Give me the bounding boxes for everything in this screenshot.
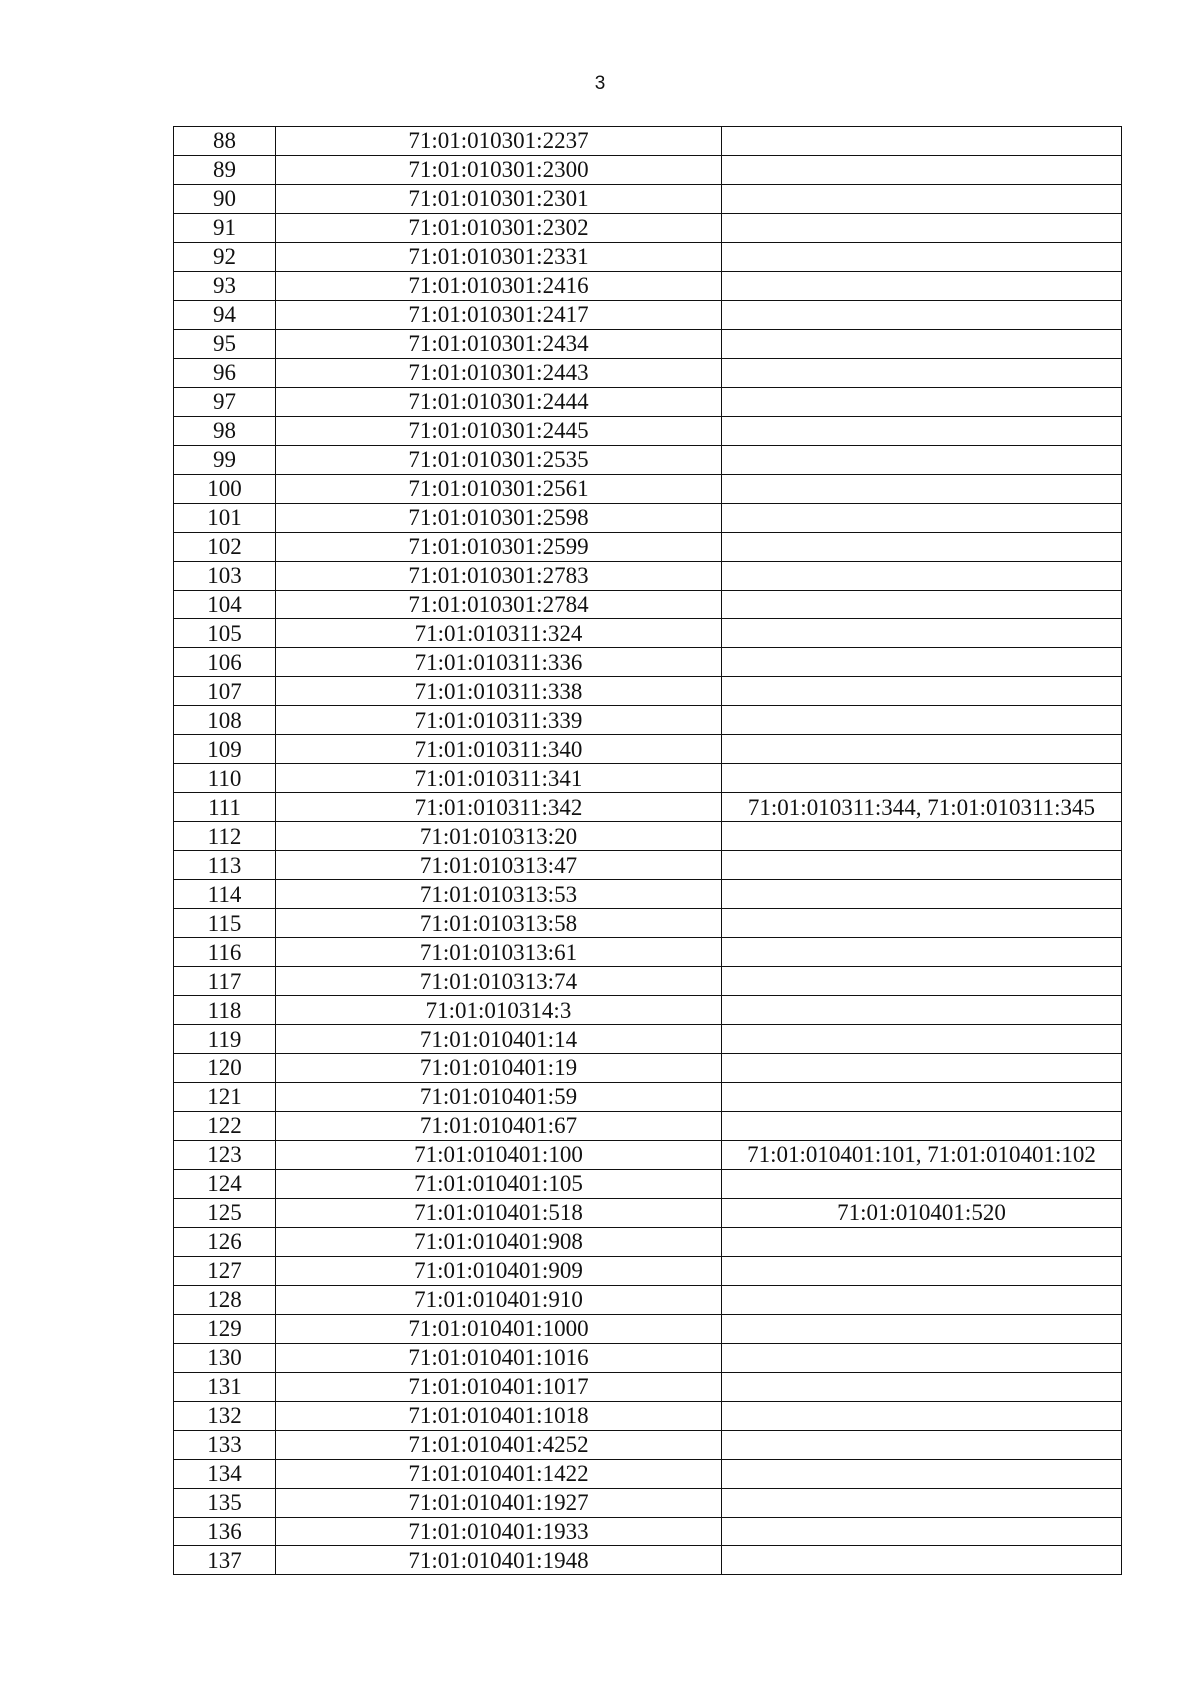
related-numbers-cell — [722, 996, 1122, 1025]
row-number-cell: 131 — [174, 1372, 276, 1401]
related-numbers-cell — [722, 1082, 1122, 1111]
table-row — [174, 590, 1122, 619]
related-numbers-cell — [722, 358, 1122, 387]
row-number-cell: 90 — [174, 184, 276, 213]
table-row — [174, 619, 1122, 648]
cadastral-number-cell: 71:01:010401:1948 — [276, 1546, 722, 1575]
table-row — [174, 1488, 1122, 1517]
row-number-cell: 121 — [174, 1082, 276, 1111]
row-number-cell: 115 — [174, 909, 276, 938]
row-number-cell: 117 — [174, 967, 276, 996]
row-number-cell: 108 — [174, 706, 276, 735]
row-number-cell: 123 — [174, 1140, 276, 1169]
row-number-cell: 92 — [174, 242, 276, 271]
table-row — [174, 880, 1122, 909]
table-row — [174, 1111, 1122, 1140]
cadastral-number-cell: 71:01:010313:20 — [276, 822, 722, 851]
cadastral-number-cell: 71:01:010311:340 — [276, 735, 722, 764]
table-row — [174, 851, 1122, 880]
row-number-cell: 129 — [174, 1314, 276, 1343]
cadastral-number-cell: 71:01:010313:58 — [276, 909, 722, 938]
cadastral-number-cell: 71:01:010301:2302 — [276, 213, 722, 242]
cadastral-number-cell: 71:01:010311:339 — [276, 706, 722, 735]
related-numbers-cell — [722, 1430, 1122, 1459]
related-numbers-cell — [722, 1517, 1122, 1546]
row-number-cell: 112 — [174, 822, 276, 851]
table-row — [174, 764, 1122, 793]
table-row — [174, 1401, 1122, 1430]
related-numbers-cell — [722, 1227, 1122, 1256]
related-numbers-cell — [722, 503, 1122, 532]
cadastral-number-cell: 71:01:010401:67 — [276, 1111, 722, 1140]
cadastral-number-cell: 71:01:010401:1016 — [276, 1343, 722, 1372]
related-numbers-cell — [722, 213, 1122, 242]
related-numbers-cell — [722, 474, 1122, 503]
row-number-cell: 127 — [174, 1256, 276, 1285]
cadastral-number-cell: 71:01:010311:336 — [276, 648, 722, 677]
table-row — [174, 532, 1122, 561]
cadastral-number-cell: 71:01:010301:2599 — [276, 532, 722, 561]
table-row — [174, 1140, 1122, 1169]
cadastral-number-cell: 71:01:010301:2331 — [276, 242, 722, 271]
row-number-cell: 99 — [174, 445, 276, 474]
cadastral-number-cell: 71:01:010401:100 — [276, 1140, 722, 1169]
row-number-cell: 106 — [174, 648, 276, 677]
row-number-cell: 116 — [174, 938, 276, 967]
cadastral-number-cell: 71:01:010301:2237 — [276, 127, 722, 156]
row-number-cell: 89 — [174, 155, 276, 184]
row-number-cell: 91 — [174, 213, 276, 242]
related-numbers-cell — [722, 271, 1122, 300]
cadastral-number-cell: 71:01:010301:2444 — [276, 387, 722, 416]
related-numbers-cell — [722, 1372, 1122, 1401]
cadastral-number-cell: 71:01:010314:3 — [276, 996, 722, 1025]
related-numbers-cell — [722, 735, 1122, 764]
cadastral-number-cell: 71:01:010311:338 — [276, 677, 722, 706]
cadastral-number-cell: 71:01:010301:2561 — [276, 474, 722, 503]
table-row — [174, 1169, 1122, 1198]
cadastral-table — [173, 126, 1122, 1575]
table-row — [174, 127, 1122, 156]
row-number-cell: 111 — [174, 793, 276, 822]
table-row — [174, 1227, 1122, 1256]
related-numbers-cell — [722, 1054, 1122, 1083]
related-numbers-cell — [722, 184, 1122, 213]
related-numbers-cell — [722, 1343, 1122, 1372]
row-number-cell: 95 — [174, 329, 276, 358]
table-row — [174, 1517, 1122, 1546]
table-row — [174, 1198, 1122, 1227]
cadastral-number-cell: 71:01:010301:2416 — [276, 271, 722, 300]
table-row — [174, 967, 1122, 996]
row-number-cell: 137 — [174, 1546, 276, 1575]
row-number-cell: 103 — [174, 561, 276, 590]
row-number-cell: 133 — [174, 1430, 276, 1459]
related-numbers-cell — [722, 909, 1122, 938]
cadastral-number-cell: 71:01:010401:518 — [276, 1198, 722, 1227]
table-row — [174, 474, 1122, 503]
row-number-cell: 105 — [174, 619, 276, 648]
row-number-cell: 110 — [174, 764, 276, 793]
related-numbers-cell — [722, 706, 1122, 735]
row-number-cell: 102 — [174, 532, 276, 561]
row-number-cell: 135 — [174, 1488, 276, 1517]
related-numbers-cell — [722, 1314, 1122, 1343]
related-numbers-cell — [722, 1285, 1122, 1314]
table-row — [174, 358, 1122, 387]
row-number-cell: 126 — [174, 1227, 276, 1256]
row-number-cell: 114 — [174, 880, 276, 909]
row-number-cell: 118 — [174, 996, 276, 1025]
table-row — [174, 706, 1122, 735]
row-number-cell: 101 — [174, 503, 276, 532]
cadastral-number-cell: 71:01:010401:910 — [276, 1285, 722, 1314]
table-row — [174, 329, 1122, 358]
table-row — [174, 445, 1122, 474]
related-numbers-cell — [722, 1025, 1122, 1054]
cadastral-number-cell: 71:01:010301:2300 — [276, 155, 722, 184]
cadastral-number-cell: 71:01:010401:1927 — [276, 1488, 722, 1517]
table-row — [174, 1025, 1122, 1054]
related-numbers-cell — [722, 822, 1122, 851]
cadastral-number-cell: 71:01:010301:2784 — [276, 590, 722, 619]
cadastral-number-cell: 71:01:010301:2417 — [276, 300, 722, 329]
cadastral-number-cell: 71:01:010311:341 — [276, 764, 722, 793]
related-numbers-cell — [722, 416, 1122, 445]
row-number-cell: 88 — [174, 127, 276, 156]
table-row — [174, 155, 1122, 184]
table-row — [174, 793, 1122, 822]
related-numbers-cell — [722, 938, 1122, 967]
table-row — [174, 1256, 1122, 1285]
cadastral-number-cell: 71:01:010301:2535 — [276, 445, 722, 474]
row-number-cell: 128 — [174, 1285, 276, 1314]
cadastral-number-cell: 71:01:010401:909 — [276, 1256, 722, 1285]
row-number-cell: 136 — [174, 1517, 276, 1546]
row-number-cell: 124 — [174, 1169, 276, 1198]
cadastral-number-cell: 71:01:010401:908 — [276, 1227, 722, 1256]
table-row — [174, 1546, 1122, 1575]
cadastral-number-cell: 71:01:010313:47 — [276, 851, 722, 880]
cadastral-number-cell: 71:01:010401:19 — [276, 1054, 722, 1083]
cadastral-number-cell: 71:01:010301:2443 — [276, 358, 722, 387]
cadastral-number-cell: 71:01:010401:59 — [276, 1082, 722, 1111]
table-row — [174, 1285, 1122, 1314]
related-numbers-cell — [722, 387, 1122, 416]
related-numbers-cell — [722, 1401, 1122, 1430]
cadastral-number-cell: 71:01:010301:2301 — [276, 184, 722, 213]
cadastral-number-cell: 71:01:010401:14 — [276, 1025, 722, 1054]
related-numbers-cell — [722, 851, 1122, 880]
related-numbers-cell — [722, 648, 1122, 677]
related-numbers-cell — [722, 1111, 1122, 1140]
row-number-cell: 97 — [174, 387, 276, 416]
related-numbers-cell: 71:01:010401:520 — [722, 1198, 1122, 1227]
related-numbers-cell — [722, 155, 1122, 184]
related-numbers-cell — [722, 880, 1122, 909]
cadastral-number-cell: 71:01:010401:1017 — [276, 1372, 722, 1401]
related-numbers-cell — [722, 127, 1122, 156]
table-row — [174, 242, 1122, 271]
table-row — [174, 300, 1122, 329]
cadastral-number-cell: 71:01:010301:2598 — [276, 503, 722, 532]
cadastral-number-cell: 71:01:010401:1018 — [276, 1401, 722, 1430]
table-row — [174, 1459, 1122, 1488]
cadastral-number-cell: 71:01:010401:4252 — [276, 1430, 722, 1459]
related-numbers-cell — [722, 764, 1122, 793]
row-number-cell: 96 — [174, 358, 276, 387]
cadastral-number-cell: 71:01:010313:53 — [276, 880, 722, 909]
related-numbers-cell — [722, 1546, 1122, 1575]
table-row — [174, 1372, 1122, 1401]
table-row — [174, 1082, 1122, 1111]
table-row — [174, 938, 1122, 967]
table-row — [174, 387, 1122, 416]
related-numbers-cell — [722, 445, 1122, 474]
row-number-cell: 122 — [174, 1111, 276, 1140]
row-number-cell: 94 — [174, 300, 276, 329]
table-row — [174, 1314, 1122, 1343]
row-number-cell: 113 — [174, 851, 276, 880]
table-row — [174, 213, 1122, 242]
table-row — [174, 503, 1122, 532]
cadastral-number-cell: 71:01:010401:1933 — [276, 1517, 722, 1546]
cadastral-number-cell: 71:01:010301:2445 — [276, 416, 722, 445]
cadastral-number-cell: 71:01:010301:2434 — [276, 329, 722, 358]
table-row — [174, 184, 1122, 213]
table-row — [174, 271, 1122, 300]
row-number-cell: 125 — [174, 1198, 276, 1227]
table-row — [174, 561, 1122, 590]
related-numbers-cell — [722, 619, 1122, 648]
row-number-cell: 132 — [174, 1401, 276, 1430]
cadastral-number-cell: 71:01:010313:61 — [276, 938, 722, 967]
related-numbers-cell — [722, 590, 1122, 619]
cadastral-table-body — [174, 127, 1122, 1575]
related-numbers-cell — [722, 300, 1122, 329]
cadastral-number-cell: 71:01:010311:324 — [276, 619, 722, 648]
cadastral-number-cell: 71:01:010401:1000 — [276, 1314, 722, 1343]
table-row — [174, 1430, 1122, 1459]
row-number-cell: 104 — [174, 590, 276, 619]
related-numbers-cell — [722, 561, 1122, 590]
related-numbers-cell — [722, 677, 1122, 706]
table-row — [174, 416, 1122, 445]
page-number: 3 — [594, 73, 606, 94]
row-number-cell: 120 — [174, 1054, 276, 1083]
table-row — [174, 909, 1122, 938]
table-row — [174, 1343, 1122, 1372]
table-row — [174, 822, 1122, 851]
row-number-cell: 98 — [174, 416, 276, 445]
row-number-cell: 107 — [174, 677, 276, 706]
cadastral-number-cell: 71:01:010401:1422 — [276, 1459, 722, 1488]
row-number-cell: 109 — [174, 735, 276, 764]
related-numbers-cell — [722, 1256, 1122, 1285]
row-number-cell: 93 — [174, 271, 276, 300]
cadastral-number-cell: 71:01:010311:342 — [276, 793, 722, 822]
row-number-cell: 100 — [174, 474, 276, 503]
related-numbers-cell — [722, 532, 1122, 561]
cadastral-number-cell: 71:01:010313:74 — [276, 967, 722, 996]
related-numbers-cell — [722, 329, 1122, 358]
table-row — [174, 648, 1122, 677]
cadastral-number-cell: 71:01:010301:2783 — [276, 561, 722, 590]
related-numbers-cell — [722, 1488, 1122, 1517]
related-numbers-cell: 71:01:010311:344, 71:01:010311:345 — [722, 793, 1122, 822]
related-numbers-cell — [722, 1459, 1122, 1488]
cadastral-number-cell: 71:01:010401:105 — [276, 1169, 722, 1198]
row-number-cell: 119 — [174, 1025, 276, 1054]
related-numbers-cell — [722, 1169, 1122, 1198]
table-row — [174, 677, 1122, 706]
related-numbers-cell — [722, 967, 1122, 996]
row-number-cell: 134 — [174, 1459, 276, 1488]
table-row — [174, 1054, 1122, 1083]
related-numbers-cell — [722, 242, 1122, 271]
table-row — [174, 996, 1122, 1025]
related-numbers-cell: 71:01:010401:101, 71:01:010401:102 — [722, 1140, 1122, 1169]
row-number-cell: 130 — [174, 1343, 276, 1372]
table-row — [174, 735, 1122, 764]
